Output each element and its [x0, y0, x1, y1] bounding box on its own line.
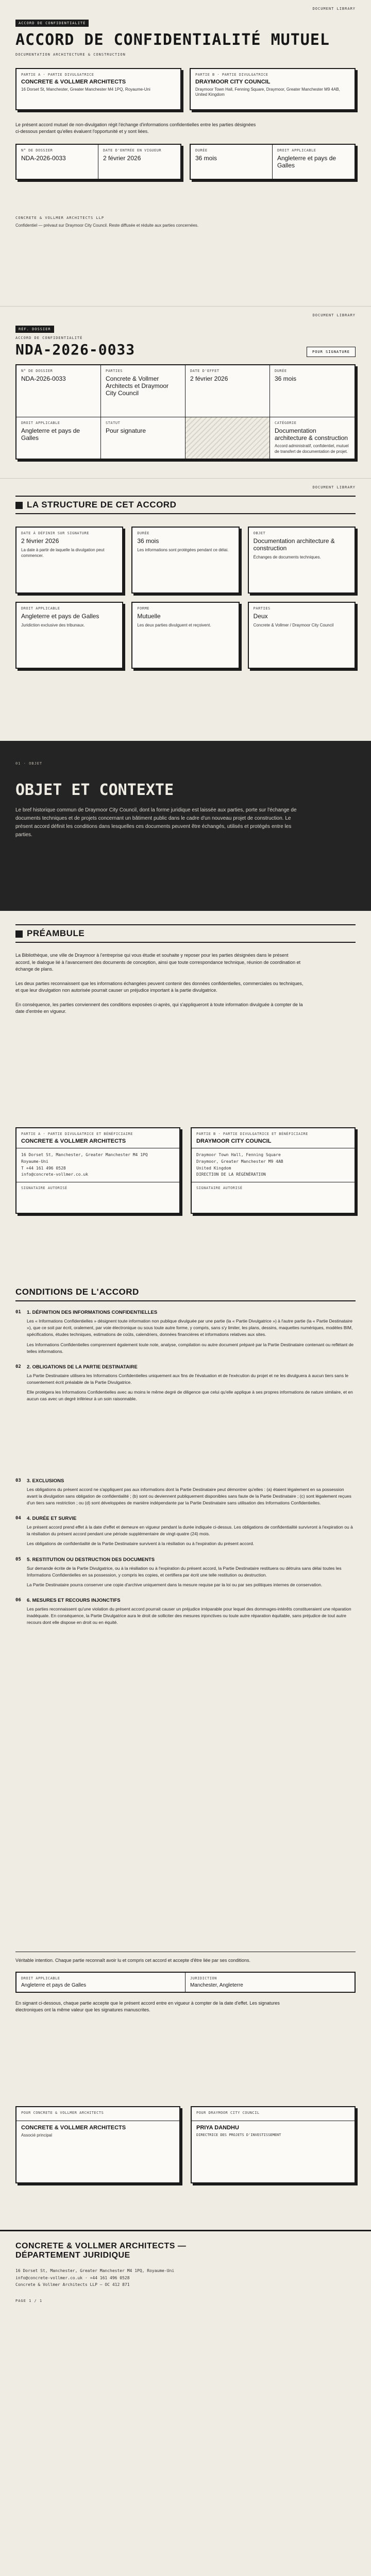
- summary-cell-hatch: [185, 417, 270, 459]
- clause-content: [27, 1516, 356, 1551]
- meta-value: 2 février 2026: [103, 154, 141, 162]
- jurisdiction-value: Manchester, Angleterre: [190, 1982, 243, 1988]
- clause-para: Les « Informations Confidentielles » désignent toute information non publique divulguée par une partie (la « Partie Divulgatrice ») à l'autre partie (la « Partie Destinataire »), que ce soit par écrit, oralement, par voie électronique ou sous toute autre forme, y compris, sans s'y limiter, les plans, dessins, maquettes numériques, modèles BIM, spécifications, études techniques, estimations de coûts, calendriers, données financières et informations relatives aux sites.: [27, 1318, 353, 1337]
- party-b-sign[interactable]: [192, 1182, 355, 1213]
- party-line: Draymoor, Greater Manchester M9 4AB: [196, 1159, 283, 1164]
- clause-title: 2. OBLIGATIONS DE LA PARTIE DESTINATAIRE: [27, 1364, 138, 1370]
- party-a-sign[interactable]: [16, 1182, 179, 1213]
- signature-label: POUR DRAYMOOR CITY COUNCIL: [196, 2111, 260, 2115]
- cell-value: Pour signature: [106, 427, 146, 435]
- card-label: DROIT APPLICABLE: [21, 606, 60, 611]
- closing-law-grid: [15, 1972, 356, 1993]
- clause-title: 5. RESTITUTION OU DESTRUCTION DES DOCUMENTS: [27, 1556, 155, 1563]
- structure-top-bar: [0, 478, 371, 496]
- structure-heading-text: LA STRUCTURE DE CET ACCORD: [27, 500, 177, 510]
- footer-line: info@concrete-vollmer.co.uk · +44 161 496 0528: [15, 2275, 130, 2280]
- summary-cell-category: [270, 417, 355, 459]
- cell-value: 2 février 2026: [190, 375, 228, 383]
- clause-title: 6. MESURES ET RECOURS INJONCTIFS: [27, 1598, 121, 1604]
- preamble-heading: [15, 924, 356, 943]
- structure-card-form: [131, 602, 239, 669]
- party-label: PARTIE B · PARTIE DIVULGATRICE ET BÉNÉFICIAIRE: [196, 1132, 308, 1136]
- party-line: United Kingdom: [196, 1165, 231, 1171]
- signature-b-body[interactable]: [192, 2121, 355, 2141]
- meta-effective-date: [98, 145, 180, 179]
- summary-row: [16, 365, 355, 417]
- clause-para: Sur demande écrite de la Partie Divulgatrice, ou à la résiliation ou à l'expiration du présent accord, la Partie Destinataire restituera ou détruira sans délai toutes les Informations Confidentielles en sa possession, y compris les copies, et certifiera par écrit une telle restitution ou destruction.: [27, 1565, 342, 1578]
- summary-top-bar: [0, 306, 371, 324]
- clause-body: [27, 1486, 356, 1507]
- meta-governing-law: [273, 145, 355, 179]
- party-b-details: [192, 1148, 355, 1182]
- meta-label: DROIT APPLICABLE: [277, 148, 316, 152]
- clause-body: [27, 1372, 356, 1403]
- clause-number: 01: [15, 1310, 21, 1315]
- clause-para: Le présent accord prend effet à la date d'effet et demeure en vigueur pendant la durée indiquée ci-dessus. Les obligations de confidentialité survivront à l'expiration ou à la résiliation du présent accord pendant une période supplémentaire de vingt-quatre (24) mois.: [27, 1524, 353, 1537]
- clause-title: 4. DURÉE ET SURVIE: [27, 1516, 77, 1522]
- meta-label: DURÉE: [195, 148, 208, 152]
- sign-label: SIGNATAIRE AUTORISÉ: [196, 1186, 243, 1191]
- party-b-address: Draymoor Town Hall, Fenning Square, Draymoor, Greater Manchester M9 4AB, United Kingdom: [195, 87, 340, 97]
- clause-content: [27, 1557, 356, 1592]
- party-line: Royaume-Uni: [21, 1159, 48, 1164]
- cell-value: Documentation architecture & construction: [275, 427, 348, 442]
- summary-cell-term: [270, 365, 355, 417]
- preamble-para: En conséquence, les parties conviennent des conditions exposées ci-après, qui s'appliqueront à toute information divulguée à compter de la date d'entrée en vigueur.: [15, 1002, 303, 1014]
- card-note: Concrete & Vollmer / Draymoor City Council: [253, 623, 334, 628]
- party-a-details: [16, 1148, 179, 1182]
- cell-value: Concrete & Vollmer Architects et Draymoor City Council: [106, 375, 169, 397]
- summary-cell-date: [185, 365, 270, 417]
- law-value: Angleterre et pays de Galles: [21, 1982, 87, 1988]
- party-line: 16 Dorset St, Manchester, Greater Manchester M4 1PQ: [21, 1153, 148, 1157]
- preamble-heading-text: PRÉAMBULE: [27, 928, 85, 938]
- party-a-name: CONCRETE & VOLLMER ARCHITECTS: [21, 78, 126, 85]
- hero-footnote-firm: CONCRETE & VOLLMER ARCHITECTS LLP: [15, 215, 105, 220]
- sign-label: SIGNATAIRE AUTORISÉ: [21, 1186, 68, 1191]
- cell-label: DATE D'EFFET: [190, 369, 220, 374]
- clause-para: Elle protégera les Informations Confidentielles avec au moins le même degré de diligence que celui qu'elle applique à ses propres informations de nature similaire, et en aucun cas avec un degré inférieur à un soin raisonnable.: [27, 1389, 353, 1402]
- cell-label: CATÉGORIE: [275, 421, 297, 426]
- clause-content: [27, 1310, 356, 1358]
- doc-library-label: DOCUMENT LIBRARY: [312, 485, 356, 489]
- top-label-bar: [0, 0, 371, 18]
- clause-para: Les Informations Confidentielles comprennent également toute note, analyse, compilation ou autre document préparé par la Partie Destinataire contenant ou reflétant de telles informations.: [27, 1342, 354, 1354]
- party-a-card: [15, 68, 181, 110]
- signature-title: DIRECTRICE DES PROJETS D'INVESTISSEMENT: [196, 2133, 281, 2137]
- closing-section: [0, 1952, 371, 2106]
- clause-title: 3. EXCLUSIONS: [27, 1478, 64, 1484]
- footer-line: 16 Dorset St, Manchester, Greater Manchester M4 1PQ, Royaume-Uni: [15, 2268, 175, 2273]
- summary-eyebrow: ACCORD DE CONFIDENTIALITÉ: [15, 336, 83, 340]
- jurisdiction-label: JURIDICTION: [190, 1976, 217, 1980]
- conditions-heading: CONDITIONS DE L'ACCORD: [15, 1287, 356, 1301]
- signature-a-box: [15, 2106, 180, 2183]
- card-value: 36 mois: [137, 537, 159, 545]
- meta-value: 36 mois: [195, 154, 217, 162]
- signatures-grid: [15, 2106, 356, 2183]
- clause-content: [27, 1598, 356, 1630]
- cell-label: DURÉE: [275, 369, 287, 374]
- summary-cell-status: [101, 417, 185, 459]
- hero-eyebrow: ACCORD DE CONFIDENTIALITÉ: [15, 20, 89, 27]
- clause-number: 03: [15, 1478, 21, 1483]
- party-b-card: [190, 68, 356, 110]
- clause: [15, 1310, 356, 1358]
- signature-b-head: [192, 2107, 355, 2121]
- parties-grid: [15, 1127, 356, 1214]
- party-a-block: [15, 1127, 180, 1214]
- clause-para: Les obligations du présent accord ne s'appliquent pas aux informations dont la Partie Destinataire peut démontrer qu'elles : (a) étaient légalement en sa possession avant la divulgation sans obligation de confidentialité ; (b) sont ou deviennent publiquement disponibles sans faute de la Partie Destinataire ; (c) sont légalement reçues d'un tiers sans restriction ; ou (d) sont développées de manière indépendante par la Partie Destinataire sans utilisation des Informations Confidentielles.: [27, 1486, 351, 1505]
- clause: [15, 1557, 356, 1592]
- summary-cell-parties: [101, 365, 185, 417]
- card-note: Les deux parties divulguent et reçoivent.: [137, 623, 211, 628]
- law-label: DROIT APPLICABLE: [21, 1976, 60, 1980]
- footer-line: Concrete & Vollmer Architects LLP — OC 412 871: [15, 2282, 130, 2287]
- structure-heading: [15, 496, 356, 514]
- meta-label: N° DE DOSSIER: [21, 148, 53, 152]
- for-signature-button[interactable]: POUR SIGNATURE: [307, 347, 356, 357]
- clause-title: 1. DÉFINITION DES INFORMATIONS CONFIDENTIELLES: [27, 1310, 158, 1315]
- hero-intro: Le présent accord mutuel de non-divulgation régit l'échange d'informations confidentielles entre les parties désignées ci-dessous pendant qu'elles évaluent l'opportunité et y sont liées.: [15, 122, 256, 134]
- clause-content: [27, 1364, 356, 1406]
- hero-meta-grid: [15, 144, 356, 180]
- meta-card-left: [15, 144, 181, 180]
- preamble-para: Les deux parties reconnaissent que les informations échangées peuvent contenir des données confidentielles, commerciales ou techniques, et que leur divulgation non autorisée pourrait causer un préjudice important à la partie divulgatrice.: [15, 980, 303, 993]
- summary-ref: NDA-2026-0033: [15, 341, 136, 358]
- card-note: Échanges de documents techniques.: [253, 555, 321, 560]
- party-a-label: PARTIE A · PARTIE DIVULGATRICE: [21, 72, 94, 77]
- summary-section: [0, 324, 371, 478]
- card-note: Les informations sont protégées pendant ce délai.: [137, 548, 229, 552]
- closing-law: [16, 1973, 185, 1992]
- signature-name: CONCRETE & VOLLMER ARCHITECTS: [21, 2125, 126, 2131]
- meta-label: DATE D'ENTRÉE EN VIGUEUR: [103, 148, 162, 152]
- structure-section: [0, 496, 371, 741]
- clause-content: [27, 1478, 356, 1510]
- party-b-label: PARTIE B · PARTIE DIVULGATRICE: [195, 72, 268, 77]
- party-name: CONCRETE & VOLLMER ARCHITECTS: [21, 1138, 126, 1144]
- signature-a-body[interactable]: [16, 2121, 179, 2142]
- signature-a-head: [16, 2107, 179, 2121]
- parties-section: [0, 1127, 371, 1277]
- cell-label: DROIT APPLICABLE: [21, 421, 60, 426]
- party-line: Draymoor Town Hall, Fenning Square: [196, 1153, 281, 1157]
- card-value: Mutuelle: [137, 613, 161, 620]
- footer-details: [15, 2267, 356, 2289]
- clause: [15, 1478, 356, 1510]
- clause-para: La Partie Destinataire utilisera les Informations Confidentielles uniquement aux fins de l'évaluation et de l'exécution du projet et ne les divulguera à aucun tiers sans le consentement écrit préalable de la Partie Divulgatrice.: [27, 1372, 349, 1385]
- clause: [15, 1516, 356, 1551]
- card-label: OBJET: [253, 531, 266, 535]
- object-section: [0, 741, 371, 911]
- clause-number: 02: [15, 1364, 21, 1369]
- square-icon: [15, 502, 23, 509]
- structure-card-date: [15, 527, 123, 594]
- card-label: PARTIES: [253, 606, 271, 611]
- object-heading: OBJET ET CONTEXTE: [15, 781, 174, 799]
- structure-card-law: [15, 602, 123, 669]
- card-value: 2 février 2026: [21, 537, 59, 545]
- clause: [15, 1598, 356, 1630]
- party-b-block: [191, 1127, 356, 1214]
- clause-body: [27, 1524, 356, 1548]
- closing-note: Véritable intention. Chaque partie reconnaît avoir lu et compris cet accord et accepte d'être liée par ses conditions.: [15, 1958, 250, 1963]
- clause: [15, 1364, 356, 1406]
- clause-number: 05: [15, 1556, 21, 1562]
- doc-library-label: DOCUMENT LIBRARY: [312, 313, 356, 317]
- structure-card-term: [131, 527, 239, 594]
- party-a-head: [16, 1128, 179, 1148]
- footer-heading: CONCRETE & VOLLMER ARCHITECTS — DÉPARTEMENT JURIDIQUE: [15, 2242, 187, 2260]
- signature-b-box: [191, 2106, 356, 2183]
- cell-label: PARTIES: [106, 369, 123, 374]
- clause-body: [27, 1606, 356, 1626]
- signatures-section: [0, 2106, 371, 2230]
- clause-body: [27, 1318, 356, 1355]
- clause-number: 04: [15, 1516, 21, 1521]
- structure-card-object: [248, 527, 356, 594]
- closing-jurisdiction: [185, 1973, 355, 1992]
- meta-value: NDA-2026-0033: [21, 154, 66, 162]
- structure-card-parties: [248, 602, 356, 669]
- preamble-para: La Bibliothèque, une ville de Draymoor à l'entreprise qui vous étudie et souhaite y reposer pour les parties désignées dans le présent accord, le dialogue lié à l'avancement des documents de conception, ainsi que toute correspondance technique, réunion de coordination et échange de plans.: [15, 953, 301, 972]
- object-text: Le bref historique commun de Draymoor City Council, dont la forme juridique est laissée aux parties, porte sur l'échange de documents techniques et de projets concernant un bâtiment public dans le cadre d'un nouveau projet de construction. Le présent accord définit les conditions dans lesquelles ces documents peuvent être échangés, utilisés et protégés entre les parties.: [15, 807, 297, 838]
- clause-number: 06: [15, 1598, 21, 1603]
- cell-label: N° DE DOSSIER: [21, 369, 53, 374]
- meta-file-number: [16, 145, 98, 179]
- party-label: PARTIE A · PARTIE DIVULGATRICE ET BÉNÉFICIAIRE: [21, 1132, 133, 1136]
- signature-label: POUR CONCRETE & VOLLMER ARCHITECTS: [21, 2111, 104, 2115]
- summary-cell-file: [16, 365, 101, 417]
- card-note: Juridiction exclusive des tribunaux.: [21, 623, 85, 628]
- summary-row: [16, 417, 355, 459]
- summary-header: [15, 342, 356, 357]
- summary-note: Accord administratif, confidentiel, mutuel de transfert de documentation de projet.: [275, 444, 349, 454]
- clause-para: Les parties reconnaissent qu'une violation du présent accord pourrait causer un préjudice irréparable pour lequel des dommages-intérêts constitueraient une réparation inadéquate. En conséquence, la Partie Divulgatrice aura le droit de solliciter des mesures injonctives ou toute autre réparation équitable, sans préjudice de tout autre recours dont elle dispose en droit ou en équité.: [27, 1606, 351, 1625]
- hero-title: ACCORD DE CONFIDENTIALITÉ MUTUEL: [15, 31, 330, 49]
- card-label: DURÉE: [137, 531, 149, 535]
- square-icon: [15, 930, 23, 938]
- cell-label: STATUT: [106, 421, 121, 426]
- card-label: DATE À DÉFINIR SUR SIGNATURE: [21, 531, 90, 535]
- summary-grid: [15, 364, 356, 460]
- hero-parties: [15, 68, 356, 110]
- card-note: La date à partir de laquelle la divulgation peut commencer.: [21, 548, 105, 558]
- doc-library-label: DOCUMENT LIBRARY: [312, 7, 356, 11]
- meta-value: Angleterre et pays de Galles: [277, 154, 336, 169]
- party-line: DIRECTION DE LA RÉGÉNÉRATION: [196, 1172, 266, 1177]
- party-a-address: 16 Dorset St, Manchester, Greater Manchester M4 1PQ, Royaume-Uni: [21, 87, 150, 92]
- party-b-name: DRAYMOOR CITY COUNCIL: [195, 78, 271, 85]
- cell-value: 36 mois: [275, 375, 297, 383]
- party-line: T +44 161 496 0528: [21, 1165, 66, 1171]
- hero-subtitle: DOCUMENTATION ARCHITECTURE & CONSTRUCTION: [15, 52, 126, 57]
- card-value: Deux: [253, 613, 268, 620]
- meta-term: [191, 145, 273, 179]
- clause-para: La Partie Destinataire pourra conserver une copie d'archive uniquement dans la mesure requise par la loi ou par ses politiques internes de conservation.: [27, 1582, 323, 1587]
- cell-value: NDA-2026-0033: [21, 375, 66, 383]
- structure-grid: [15, 527, 356, 669]
- closing-text: En signant ci-dessous, chaque partie accepte que le présent accord entre en vigueur à compter de la date d'effet. Les signatures électroniques ont la même valeur que les signatures manuscrites.: [15, 2000, 280, 2012]
- hero-section: [0, 18, 371, 306]
- hero-footnotes: [15, 216, 356, 229]
- party-b-head: [192, 1128, 355, 1148]
- card-value: Documentation architecture & construction: [253, 537, 335, 552]
- cell-value: Angleterre et pays de Galles: [21, 427, 80, 442]
- conditions-section: [0, 1277, 371, 1952]
- footer-page: PAGE 1 / 1: [15, 2298, 43, 2303]
- summary-tag: RÉF. DOSSIER: [15, 326, 54, 333]
- signature-title: Associé principal: [21, 2133, 53, 2138]
- clause-body: [27, 1565, 356, 1589]
- meta-card-right: [190, 144, 356, 180]
- party-email[interactable]: info@concrete-vollmer.co.uk: [21, 1172, 89, 1177]
- signature-name: PRIYA DANDHU: [196, 2125, 239, 2131]
- footer-section: [0, 2230, 371, 2576]
- party-name: DRAYMOOR CITY COUNCIL: [196, 1138, 272, 1144]
- card-value: Angleterre et pays de Galles: [21, 613, 99, 620]
- card-label: FORME: [137, 606, 149, 611]
- clause-para: Les obligations de confidentialité de la Partie Destinataire survivent à la résiliation ou à l'expiration du présent accord.: [27, 1541, 255, 1547]
- hero-footnote-text: Confidentiel — prévaut sur Draymoor City Council. Reste diffusée et réduite aux parties concernées.: [15, 223, 199, 228]
- summary-cell-law: [16, 417, 101, 459]
- object-label: 01 · OBJET: [15, 761, 43, 766]
- preamble-section: [0, 911, 371, 1127]
